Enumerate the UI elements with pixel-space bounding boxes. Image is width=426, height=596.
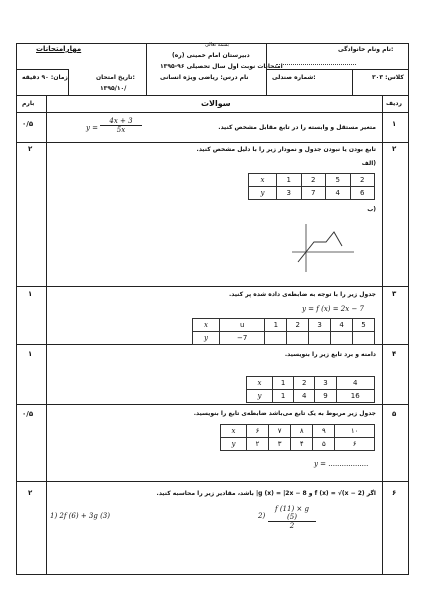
q4-x-label: x: [247, 377, 273, 390]
table-cell: 16: [336, 390, 374, 403]
table-cell: ۵: [313, 438, 335, 451]
graph-curve: [298, 232, 342, 262]
q4-table: [246, 376, 375, 403]
q5-y-label: y: [221, 438, 247, 451]
table-cell: u: [220, 319, 265, 332]
q1-score: ۰/۵: [22, 120, 34, 128]
q6-text: اگر f (x) = √(x − 2) و g (x) = |2x − 8| باشد، مقادیر زیر را محاسبه کنید.: [156, 490, 376, 497]
score-column-header: بارم: [22, 100, 35, 107]
questions-column-header: سوالات: [201, 99, 231, 108]
table-cell: 3: [277, 187, 302, 200]
q2-table: [248, 173, 375, 200]
q2-x-label: x: [249, 174, 277, 187]
q1-numerator: 4x + 3: [100, 117, 142, 126]
table-cell: 4: [326, 187, 351, 200]
q6-part1: 1) 2f (6) + 3g (3): [50, 512, 110, 520]
q2-part-a: (الف: [361, 160, 376, 167]
table-cell: [265, 332, 287, 345]
table-cell: 3: [315, 377, 336, 390]
exam-title: مهارامتحانات: [36, 45, 82, 53]
q4-text: دامنه و برد تابع زیر را بنویسید.: [284, 351, 376, 358]
table-cell: 5: [353, 319, 375, 332]
seat-number-label: شماره صندلی:: [272, 74, 316, 81]
table-row: [247, 390, 375, 403]
table-row: [249, 187, 375, 200]
q4-number: ۴: [392, 350, 397, 358]
q6-part2-prefix: 2): [258, 512, 266, 520]
q2-y-label: y: [249, 187, 277, 200]
table-row: [193, 319, 375, 332]
student-name-label: نام ونام خانوادگی:: [338, 46, 394, 53]
bismillah: بسمه تعالی: [205, 42, 230, 48]
table-cell: ۶: [247, 425, 269, 438]
q6-part2-fraction: [268, 505, 316, 530]
q6-number: ۶: [392, 489, 397, 497]
table-cell: ۳: [269, 438, 291, 451]
table-row: [193, 332, 375, 345]
exam-duration: زمان: ۹۰ دقیقه: [22, 74, 68, 81]
table-cell: 1: [277, 174, 302, 187]
table-cell: [287, 332, 309, 345]
q1-text: متغیر مستقل و وابسته را در تابع مقابل مشخص کنید.: [218, 124, 376, 131]
table-cell: 3: [309, 319, 331, 332]
table-cell: −7: [220, 332, 265, 345]
q1-number: ۱: [392, 120, 397, 128]
q5-text: جدول زیر مربوط به یک تابع می‌باشد ضابطه‌ی تابع را بنویسید.: [193, 410, 376, 417]
q4-score: ۱: [28, 350, 33, 358]
table-cell: ۶: [335, 438, 375, 451]
table-row: [221, 425, 375, 438]
table-cell: 9: [315, 390, 336, 403]
table-cell: 2: [350, 174, 375, 187]
q3-table: [192, 318, 375, 345]
q6-part2-denominator: 2: [289, 522, 295, 530]
q5-x-label: x: [221, 425, 247, 438]
table-cell: 4: [331, 319, 353, 332]
q5-number: ۵: [392, 410, 397, 418]
table-row: [249, 174, 375, 187]
table-cell: 6: [350, 187, 375, 200]
table-cell: 4: [336, 377, 374, 390]
q3-number: ۳: [392, 290, 397, 298]
table-row: [247, 377, 375, 390]
table-cell: ۴: [291, 438, 313, 451]
exam-date-value: ۱۳۹۵/۱۰/: [100, 85, 127, 92]
q2-graph: [288, 222, 358, 274]
table-cell: [353, 332, 375, 345]
table-cell: 1: [273, 377, 294, 390]
table-cell: [309, 332, 331, 345]
table-cell: [331, 332, 353, 345]
subject-name: نام درس: ریاضی ویژه انسانی: [160, 74, 249, 81]
school-name: دبیرستان امام خمینی (ره): [172, 52, 250, 59]
exam-date-label: تاریخ امتحان:: [96, 74, 135, 81]
q3-formula: y = f (x) = 2x − 7: [302, 305, 364, 313]
table-cell: 2: [294, 377, 315, 390]
exam-name: امتحانات نوبت اول سال تحصیلی ۹۶-۱۳۹۵: [160, 63, 283, 70]
class-label: کلاس: ۳۰۳: [372, 74, 404, 81]
q1-lhs: y =: [86, 124, 99, 132]
table-cell: ۱۰: [335, 425, 375, 438]
q5-table: [220, 424, 375, 451]
table-cell: ۲: [247, 438, 269, 451]
q3-text: جدول زیر را با توجه به ضابطه‌ی داده شده پر کنید.: [228, 291, 376, 298]
q1-denominator: 5x: [116, 126, 126, 134]
table-cell: ۸: [291, 425, 313, 438]
table-cell: 2: [287, 319, 309, 332]
table-cell: 7: [301, 187, 326, 200]
table-cell: 1: [273, 390, 294, 403]
q2-text: تابع بودن یا نبودن جدول و نمودار زیر را با دلیل مشخص کنید.: [196, 146, 376, 153]
table-cell: 4: [294, 390, 315, 403]
q5-answer-line: y = ..................: [314, 460, 369, 468]
table-cell: ۷: [269, 425, 291, 438]
q6-score: ۲: [28, 489, 33, 497]
table-cell: ۹: [313, 425, 335, 438]
q3-score: ۱: [28, 290, 33, 298]
table-cell: 2: [301, 174, 326, 187]
table-cell: 5: [326, 174, 351, 187]
q5-score: ۰/۵: [22, 410, 34, 418]
table-cell: 1: [265, 319, 287, 332]
q1-fraction: [100, 117, 142, 134]
q6-part2-numerator: f (11) × g (5): [268, 505, 316, 522]
q4-y-label: y: [247, 390, 273, 403]
table-row: [221, 438, 375, 451]
row-column-header: ردیف: [386, 100, 402, 107]
q2-number: ۲: [392, 145, 397, 153]
q3-x-label: x: [193, 319, 220, 332]
q2-score: ۲: [28, 145, 33, 153]
q3-y-label: y: [193, 332, 220, 345]
q2-part-b: (ب: [367, 206, 376, 213]
